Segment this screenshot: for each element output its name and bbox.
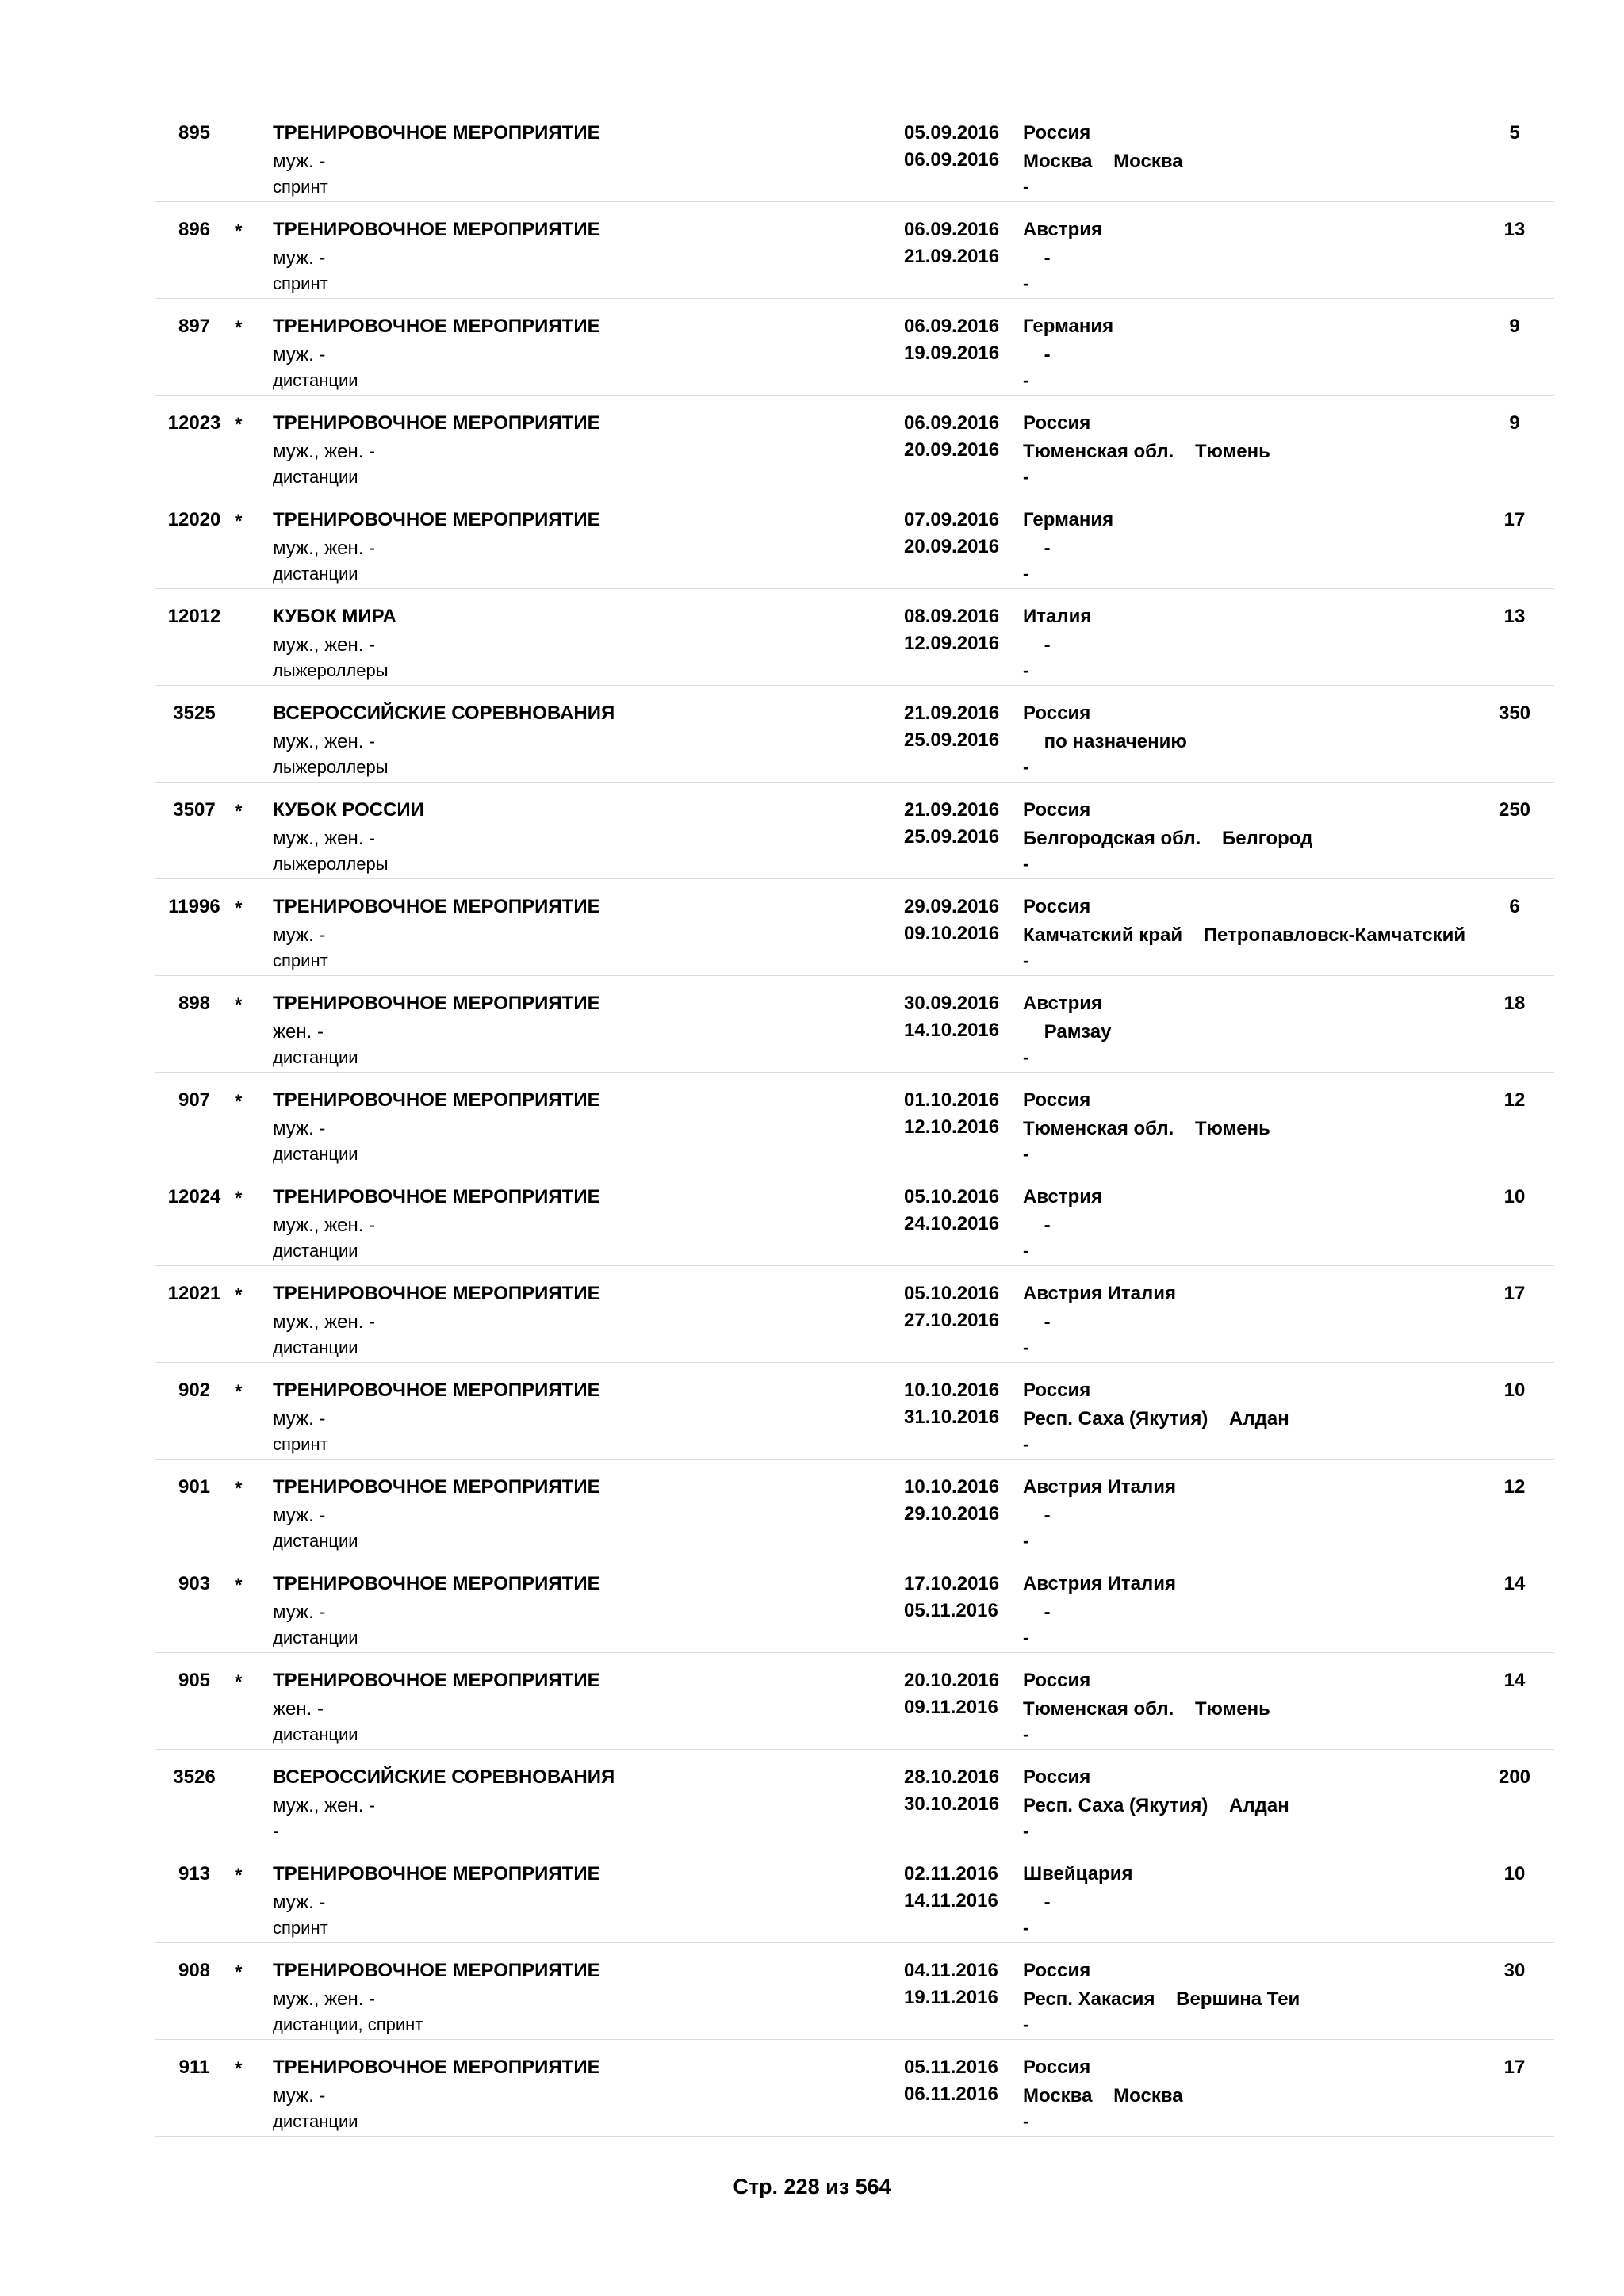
event-country: Германия (1023, 509, 1114, 530)
event-participants: 17 (1503, 509, 1526, 530)
event-country: Россия (1023, 1960, 1091, 1981)
event-participants: 200 (1498, 1766, 1531, 1788)
event-gender: муж., жен. - (273, 1988, 376, 2010)
event-row (0, 983, 1624, 1080)
event-country: Австрия Италия (1023, 1573, 1177, 1594)
event-name: ТРЕНИРОВОЧНОЕ МЕРОПРИЯТИЕ (273, 219, 600, 240)
event-participants: 12 (1503, 1089, 1526, 1111)
event-row (0, 693, 1624, 790)
event-id: 898 (178, 993, 211, 1014)
event-gender: муж. - (273, 151, 326, 172)
event-gender: муж., жен. - (273, 1795, 376, 1816)
event-venue: - (1023, 2015, 1029, 2034)
event-discipline: спринт (273, 274, 328, 293)
event-country: Россия (1023, 2057, 1091, 2078)
event-start-date: 21.09.2016 (904, 799, 1000, 821)
event-location: - (1023, 1892, 1051, 1913)
event-start-date: 28.10.2016 (904, 1766, 1000, 1788)
event-row (0, 790, 1624, 886)
event-marker: * (235, 1575, 243, 1596)
event-start-date: 06.09.2016 (904, 412, 1000, 434)
event-venue: - (1023, 1918, 1029, 1938)
event-start-date: 17.10.2016 (904, 1573, 1000, 1594)
event-venue: - (1023, 1241, 1029, 1261)
event-country: Австрия Италия (1023, 1476, 1177, 1498)
event-start-date: 01.10.2016 (904, 1089, 1000, 1111)
event-marker: * (235, 1091, 243, 1112)
event-id: 3526 (173, 1766, 216, 1788)
event-venue: - (1023, 757, 1029, 777)
event-gender: муж., жен. - (273, 731, 376, 752)
event-name: ТРЕНИРОВОЧНОЕ МЕРОПРИЯТИЕ (273, 1476, 600, 1498)
event-marker: * (235, 414, 243, 435)
event-country: Россия (1023, 122, 1091, 144)
row-divider (155, 1072, 1554, 1073)
event-row (0, 1950, 1624, 2047)
event-location: - (1023, 634, 1051, 656)
event-name: КУБОК РОССИИ (273, 799, 424, 821)
event-venue: - (1023, 1821, 1029, 1841)
event-discipline: спринт (273, 1434, 328, 1454)
event-participants: 17 (1503, 2057, 1526, 2078)
event-id: 12024 (167, 1186, 221, 1207)
event-id: 905 (178, 1670, 211, 1691)
event-country: Россия (1023, 1766, 1091, 1788)
event-country: Россия (1023, 799, 1091, 821)
event-venue: - (1023, 370, 1029, 390)
event-row (0, 1563, 1624, 1660)
event-venue: - (1023, 274, 1029, 293)
event-gender: муж. - (273, 1892, 326, 1913)
event-id: 911 (178, 2057, 210, 2078)
event-gender: муж. - (273, 344, 326, 365)
event-name: ТРЕНИРОВОЧНОЕ МЕРОПРИЯТИЕ (273, 509, 600, 530)
event-marker: * (235, 317, 243, 339)
event-country: Австрия (1023, 1186, 1103, 1207)
event-id: 12020 (167, 509, 221, 530)
event-gender: муж., жен. - (273, 634, 376, 656)
row-divider (155, 1265, 1554, 1266)
event-start-date: 04.11.2016 (904, 1960, 998, 1981)
event-marker: * (235, 2058, 243, 2080)
event-end-date: 12.10.2016 (904, 1116, 1000, 1138)
event-id: 896 (178, 219, 211, 240)
event-discipline: лыжероллеры (273, 854, 389, 874)
row-divider (155, 2136, 1554, 2137)
event-start-date: 08.09.2016 (904, 606, 1000, 627)
row-divider (155, 395, 1554, 396)
event-participants: 14 (1503, 1573, 1526, 1594)
event-row (0, 1467, 1624, 1563)
event-discipline: лыжероллеры (273, 757, 389, 777)
event-start-date: 10.10.2016 (904, 1476, 1000, 1498)
event-participants: 17 (1503, 1283, 1526, 1304)
event-marker: * (235, 511, 243, 532)
event-participants: 12 (1503, 1476, 1526, 1498)
event-location: - (1023, 1311, 1051, 1333)
event-venue: - (1023, 1337, 1029, 1357)
event-gender: муж. - (273, 247, 326, 269)
event-end-date: 19.11.2016 (904, 1987, 998, 2008)
event-start-date: 05.10.2016 (904, 1283, 1000, 1304)
event-discipline: спринт (273, 177, 328, 197)
event-participants: 10 (1503, 1380, 1526, 1401)
event-gender: муж. - (273, 924, 326, 946)
event-id: 913 (178, 1863, 211, 1885)
event-participants: 18 (1503, 993, 1526, 1014)
event-participants: 250 (1498, 799, 1531, 821)
event-country: Россия (1023, 1380, 1091, 1401)
event-name: ТРЕНИРОВОЧНОЕ МЕРОПРИЯТИЕ (273, 1573, 600, 1594)
event-row (0, 1273, 1624, 1370)
event-location: Камчатский край Петропавловск-Камчатский (1023, 924, 1466, 946)
event-discipline: дистанции (273, 1337, 358, 1357)
event-venue: - (1023, 1531, 1029, 1551)
event-end-date: 09.11.2016 (904, 1697, 998, 1718)
event-location: по назначению (1023, 731, 1187, 752)
event-country: Россия (1023, 412, 1091, 434)
event-row (0, 886, 1624, 983)
event-location: Тюменская обл. Тюмень (1023, 1698, 1270, 1720)
event-discipline: спринт (273, 1918, 328, 1938)
row-divider (155, 201, 1554, 202)
event-row (0, 2047, 1624, 2144)
event-discipline: дистанции (273, 467, 358, 487)
event-participants: 9 (1509, 412, 1520, 434)
event-location: Респ. Саха (Якутия) Алдан (1023, 1795, 1289, 1816)
event-end-date: 05.11.2016 (904, 1600, 998, 1621)
event-name: ТРЕНИРОВОЧНОЕ МЕРОПРИЯТИЕ (273, 1186, 600, 1207)
event-country: Россия (1023, 702, 1091, 724)
event-location: Москва Москва (1023, 2085, 1183, 2107)
event-start-date: 29.09.2016 (904, 896, 1000, 917)
event-location: Рамзау (1023, 1021, 1112, 1043)
event-row (0, 1757, 1624, 1854)
event-discipline: спринт (273, 951, 328, 970)
event-location: Тюменская обл. Тюмень (1023, 1118, 1270, 1139)
event-end-date: 25.09.2016 (904, 826, 1000, 848)
event-marker: * (235, 1284, 243, 1306)
event-participants: 10 (1503, 1186, 1526, 1207)
event-country: Италия (1023, 606, 1092, 627)
event-gender: муж., жен. - (273, 538, 376, 559)
event-marker: * (235, 994, 243, 1016)
event-end-date: 27.10.2016 (904, 1310, 1000, 1331)
event-start-date: 05.09.2016 (904, 122, 1000, 144)
row-divider (155, 685, 1554, 686)
event-end-date: 25.09.2016 (904, 729, 1000, 751)
event-location: Респ. Саха (Якутия) Алдан (1023, 1408, 1289, 1429)
event-marker: * (235, 1671, 243, 1693)
event-discipline: дистанции (273, 370, 358, 390)
event-country: Австрия (1023, 219, 1103, 240)
event-name: ТРЕНИРОВОЧНОЕ МЕРОПРИЯТИЕ (273, 2057, 600, 2078)
event-marker: * (235, 1961, 243, 1983)
event-id: 901 (178, 1476, 211, 1498)
event-name: ТРЕНИРОВОЧНОЕ МЕРОПРИЯТИЕ (273, 122, 600, 144)
event-discipline: дистанции, спринт (273, 2015, 423, 2034)
event-start-date: 10.10.2016 (904, 1380, 1000, 1401)
event-name: ТРЕНИРОВОЧНОЕ МЕРОПРИЯТИЕ (273, 412, 600, 434)
event-end-date: 12.09.2016 (904, 633, 1000, 654)
event-row (0, 1080, 1624, 1177)
event-row (0, 596, 1624, 693)
event-discipline: - (273, 1821, 279, 1841)
event-name: ВСЕРОССИЙСКИЕ СОРЕВНОВАНИЯ (273, 1766, 615, 1788)
row-divider (155, 1942, 1554, 1943)
event-participants: 13 (1503, 219, 1526, 240)
event-start-date: 21.09.2016 (904, 702, 1000, 724)
event-start-date: 06.09.2016 (904, 219, 1000, 240)
event-id: 12012 (167, 606, 221, 627)
event-location: - (1023, 1601, 1051, 1623)
event-participants: 5 (1509, 122, 1520, 144)
event-end-date: 30.10.2016 (904, 1793, 1000, 1815)
event-participants: 350 (1498, 702, 1531, 724)
event-id: 12021 (167, 1283, 221, 1304)
event-discipline: дистанции (273, 1531, 358, 1551)
event-row (0, 1177, 1624, 1273)
event-id: 3507 (173, 799, 216, 821)
event-marker: * (235, 801, 243, 822)
event-name: КУБОК МИРА (273, 606, 396, 627)
row-divider (155, 1652, 1554, 1653)
event-id: 908 (178, 1960, 211, 1981)
event-start-date: 20.10.2016 (904, 1670, 1000, 1691)
event-end-date: 20.09.2016 (904, 536, 1000, 557)
event-start-date: 06.09.2016 (904, 316, 1000, 337)
event-participants: 9 (1509, 316, 1520, 337)
event-location: - (1023, 247, 1051, 269)
event-start-date: 05.11.2016 (904, 2057, 998, 2078)
event-discipline: лыжероллеры (273, 660, 389, 680)
event-gender: муж. - (273, 1118, 326, 1139)
event-participants: 6 (1509, 896, 1520, 917)
event-id: 903 (178, 1573, 211, 1594)
event-venue: - (1023, 1144, 1029, 1164)
page-number: Стр. 228 из 564 (733, 2175, 891, 2198)
event-discipline: дистанции (273, 1724, 358, 1744)
event-row (0, 113, 1624, 209)
event-gender: муж., жен. - (273, 1215, 376, 1236)
event-row (0, 403, 1624, 499)
event-name: ТРЕНИРОВОЧНОЕ МЕРОПРИЯТИЕ (273, 896, 600, 917)
event-discipline: дистанции (273, 1047, 358, 1067)
event-gender: муж., жен. - (273, 1311, 376, 1333)
event-end-date: 14.11.2016 (904, 1890, 998, 1911)
event-discipline: дистанции (273, 1628, 358, 1647)
event-id: 902 (178, 1380, 211, 1401)
row-divider (155, 2039, 1554, 2040)
event-location: - (1023, 1215, 1051, 1236)
event-marker: * (235, 1865, 243, 1886)
row-divider (155, 1749, 1554, 1750)
event-participants: 10 (1503, 1863, 1526, 1885)
event-list (0, 113, 1624, 2144)
row-divider (155, 298, 1554, 299)
event-name: ТРЕНИРОВОЧНОЕ МЕРОПРИЯТИЕ (273, 993, 600, 1014)
event-country: Россия (1023, 1089, 1091, 1111)
event-discipline: дистанции (273, 1241, 358, 1261)
event-venue: - (1023, 1724, 1029, 1744)
event-country: Россия (1023, 1670, 1091, 1691)
event-row (0, 1854, 1624, 1950)
event-end-date: 21.09.2016 (904, 246, 1000, 267)
event-discipline: дистанции (273, 1144, 358, 1164)
event-end-date: 09.10.2016 (904, 923, 1000, 944)
row-divider (155, 782, 1554, 783)
event-country: Россия (1023, 896, 1091, 917)
event-end-date: 14.10.2016 (904, 1020, 1000, 1041)
event-id: 11996 (168, 896, 220, 917)
event-end-date: 06.11.2016 (904, 2084, 998, 2105)
row-divider (155, 1459, 1554, 1460)
event-gender: муж., жен. - (273, 441, 376, 462)
event-gender: муж. - (273, 2085, 326, 2107)
row-divider (155, 588, 1554, 589)
event-end-date: 19.09.2016 (904, 342, 1000, 364)
event-location: - (1023, 1505, 1051, 1526)
event-name: ТРЕНИРОВОЧНОЕ МЕРОПРИЯТИЕ (273, 1960, 600, 1981)
event-location: Тюменская обл. Тюмень (1023, 441, 1270, 462)
event-id: 897 (178, 316, 211, 337)
event-marker: * (235, 1478, 243, 1499)
event-venue: - (1023, 1628, 1029, 1647)
event-row (0, 499, 1624, 596)
event-start-date: 30.09.2016 (904, 993, 1000, 1014)
event-venue: - (1023, 951, 1029, 970)
event-country: Германия (1023, 316, 1114, 337)
event-participants: 14 (1503, 1670, 1526, 1691)
event-id: 907 (178, 1089, 211, 1111)
event-row (0, 306, 1624, 403)
event-discipline: дистанции (273, 564, 358, 584)
event-gender: жен. - (273, 1021, 324, 1043)
event-gender: муж. - (273, 1601, 326, 1623)
event-name: ТРЕНИРОВОЧНОЕ МЕРОПРИЯТИЕ (273, 1283, 600, 1304)
event-start-date: 07.09.2016 (904, 509, 1000, 530)
event-name: ВСЕРОССИЙСКИЕ СОРЕВНОВАНИЯ (273, 702, 615, 724)
row-divider (155, 975, 1554, 976)
event-gender: муж. - (273, 1505, 326, 1526)
event-name: ТРЕНИРОВОЧНОЕ МЕРОПРИЯТИЕ (273, 1089, 600, 1111)
event-marker: * (235, 220, 243, 242)
event-country: Австрия (1023, 993, 1103, 1014)
event-start-date: 02.11.2016 (904, 1863, 998, 1885)
event-name: ТРЕНИРОВОЧНОЕ МЕРОПРИЯТИЕ (273, 1380, 600, 1401)
event-marker: * (235, 1188, 243, 1209)
event-location: - (1023, 538, 1051, 559)
row-divider (155, 878, 1554, 879)
event-start-date: 05.10.2016 (904, 1186, 1000, 1207)
event-gender: муж. - (273, 1408, 326, 1429)
event-id: 895 (178, 122, 211, 144)
event-name: ТРЕНИРОВОЧНОЕ МЕРОПРИЯТИЕ (273, 316, 600, 337)
event-location: Респ. Хакасия Вершина Теи (1023, 1988, 1300, 2010)
event-participants: 13 (1503, 606, 1526, 627)
event-venue: - (1023, 177, 1029, 197)
event-location: - (1023, 344, 1051, 365)
event-venue: - (1023, 1434, 1029, 1454)
event-row (0, 209, 1624, 306)
event-name: ТРЕНИРОВОЧНОЕ МЕРОПРИЯТИЕ (273, 1863, 600, 1885)
event-row (0, 1660, 1624, 1757)
event-country: Австрия Италия (1023, 1283, 1177, 1304)
event-country: Швейцария (1023, 1863, 1133, 1885)
event-venue: - (1023, 660, 1029, 680)
row-divider (155, 1362, 1554, 1363)
event-end-date: 31.10.2016 (904, 1406, 1000, 1428)
event-end-date: 29.10.2016 (904, 1503, 1000, 1525)
event-marker: * (235, 897, 243, 919)
event-venue: - (1023, 854, 1029, 874)
event-venue: - (1023, 1047, 1029, 1067)
event-venue: - (1023, 2111, 1029, 2131)
event-location: Белгородская обл. Белгород (1023, 828, 1313, 849)
event-discipline: дистанции (273, 2111, 358, 2131)
event-participants: 30 (1503, 1960, 1526, 1981)
event-venue: - (1023, 564, 1029, 584)
event-gender: муж., жен. - (273, 828, 376, 849)
event-row (0, 1370, 1624, 1467)
event-location: Москва Москва (1023, 151, 1183, 172)
event-end-date: 06.09.2016 (904, 149, 1000, 170)
event-marker: * (235, 1381, 243, 1402)
event-id: 12023 (167, 412, 221, 434)
event-venue: - (1023, 467, 1029, 487)
event-end-date: 24.10.2016 (904, 1213, 1000, 1234)
event-gender: жен. - (273, 1698, 324, 1720)
event-name: ТРЕНИРОВОЧНОЕ МЕРОПРИЯТИЕ (273, 1670, 600, 1691)
event-end-date: 20.09.2016 (904, 439, 1000, 461)
event-id: 3525 (173, 702, 216, 724)
